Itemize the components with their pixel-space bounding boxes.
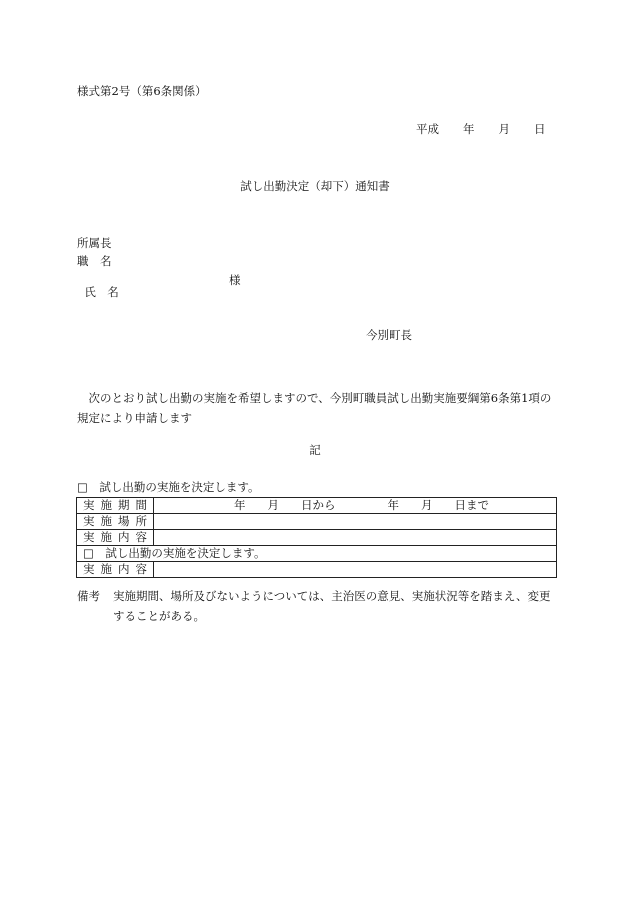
period-year-1: 年 (234, 498, 246, 512)
body-text: 次のとおり試し出勤の実施を希望しますので、今別町職員試し出勤実施要綱第6条第1項の規定により申請します (77, 391, 552, 425)
date-era: 平成 (416, 122, 439, 136)
addressee-honorific: 様 (229, 273, 241, 287)
table-row-content-2 (77, 562, 557, 578)
detail-table (76, 497, 557, 578)
table-row-place (77, 514, 557, 530)
date-year: 年 (463, 122, 475, 136)
addressee-name-label: 氏 名 (84, 284, 119, 299)
ki-heading: 記 (309, 443, 321, 457)
remark-label: 備考 (77, 589, 100, 603)
date-month: 月 (498, 122, 510, 136)
table-row-period (77, 498, 557, 514)
content-label: 実 施 内 容 (77, 530, 154, 546)
table-row-content (77, 530, 557, 546)
content-label-2: 実 施 内 容 (77, 562, 154, 578)
addressee-line-1: 所属長 (77, 236, 112, 250)
period-month-1: 月 (267, 498, 279, 512)
period-year-2: 年 (387, 498, 399, 512)
place-value (154, 514, 557, 530)
document-title: 試し出勤決定（却下）通知書 (240, 179, 390, 193)
content-value-2 (154, 562, 557, 578)
period-label: 実 施 期 間 (77, 498, 154, 514)
place-label: 実 施 場 所 (77, 514, 154, 530)
addressee-line-3 (77, 275, 119, 298)
addressee-line-2: 職 名 (77, 254, 112, 268)
sender: 今別町長 (366, 328, 412, 342)
remark (77, 586, 561, 626)
date-line (416, 124, 546, 136)
form-number: 様式第2号（第6条関係） (77, 84, 207, 98)
date-day: 日 (534, 122, 546, 136)
period-value (154, 498, 557, 514)
table-row-option-2 (77, 546, 557, 562)
period-day-1: 日から (301, 498, 336, 512)
content-value (154, 530, 557, 546)
remark-text: 実施期間、場所及びないようについては、主治医の意見、実施状況等を踏まえ、変更することがある。 (113, 589, 551, 623)
period-month-2: 月 (421, 498, 433, 512)
decision-option-1: □ 試し出勤の実施を決定します。 (77, 480, 260, 494)
period-day-2: 日まで (454, 498, 489, 512)
decision-option-2: □ 試し出勤の実施を決定します。 (77, 546, 557, 562)
